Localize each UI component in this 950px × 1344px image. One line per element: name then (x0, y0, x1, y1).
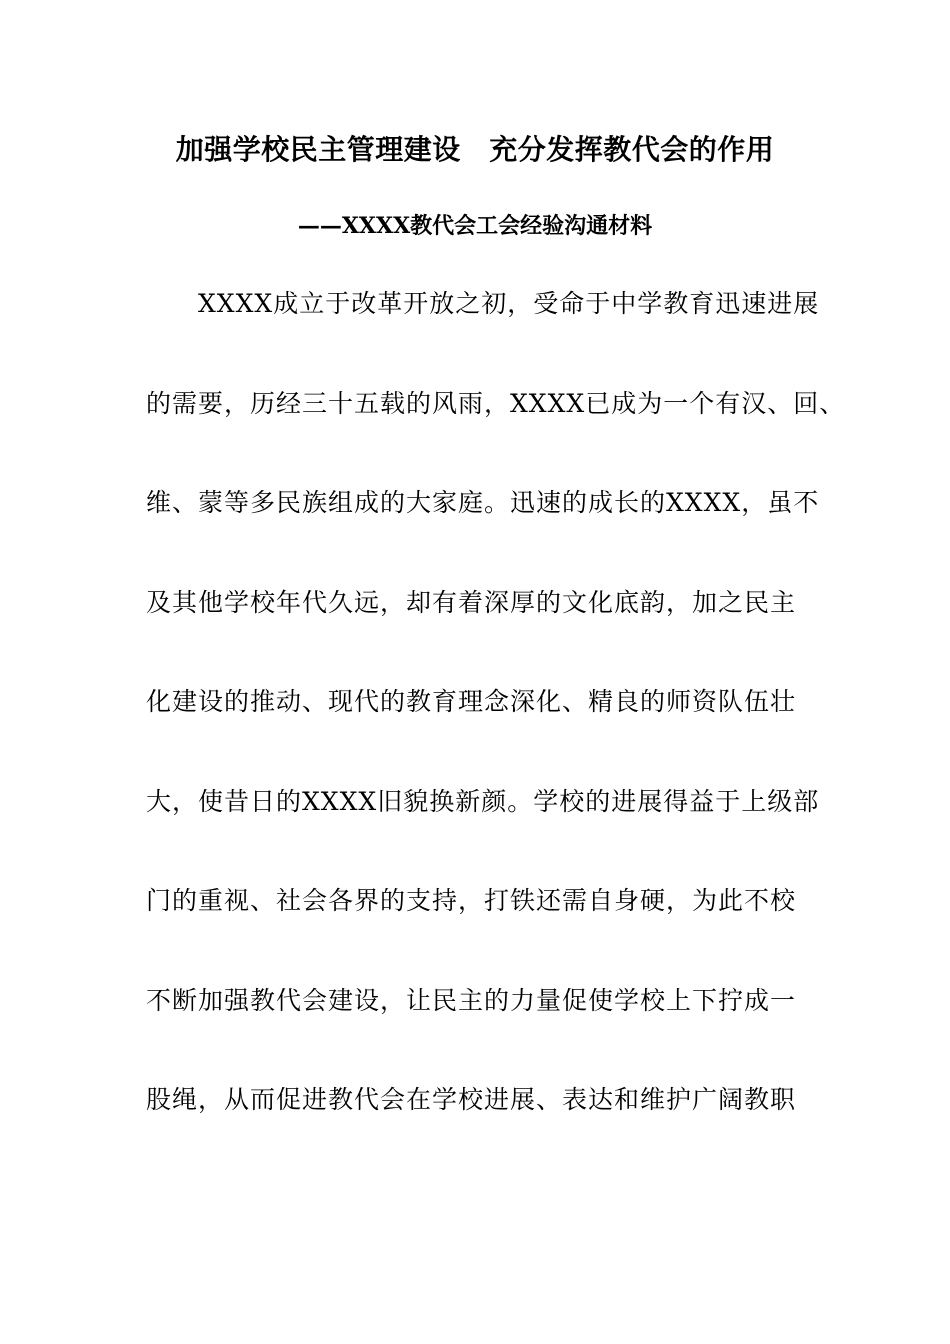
body-line: 化建设的推动、现代的教育理念深化、精良的师资队伍壮 (146, 687, 797, 716)
body-line: XXXX成立于改革开放之初，受命于中学教育迅速进展 (198, 289, 820, 318)
document-subtitle: ——XXXX教代会工会经验沟通材料 (297, 213, 653, 239)
body-line: 股绳，从而促进教代会在学校进展、表达和维护广阔教职 (146, 1085, 797, 1114)
body-line: 的需要，历经三十五载的风雨，XXXX已成为一个有汉、回、 (146, 388, 846, 418)
document-title: 加强学校民主管理建设 充分发挥教代会的作用 (175, 133, 775, 166)
body-line: 大，使昔日的XXXX旧貌换新颜。学校的进展得益于上级部 (146, 786, 820, 816)
body-line: 门的重视、社会各界的支持，打铁还需自身硬，为此不校 (146, 886, 797, 915)
body-line: 不断加强教代会建设，让民主的力量促使学校上下拧成一 (146, 985, 797, 1015)
body-line: 及其他学校年代久远，却有着深厚的文化底韵，加之民主 (146, 587, 797, 617)
document-body (146, 282, 846, 1178)
body-line: 维、蒙等多民族组成的大家庭。迅速的成长的XXXX，虽不 (146, 488, 820, 517)
